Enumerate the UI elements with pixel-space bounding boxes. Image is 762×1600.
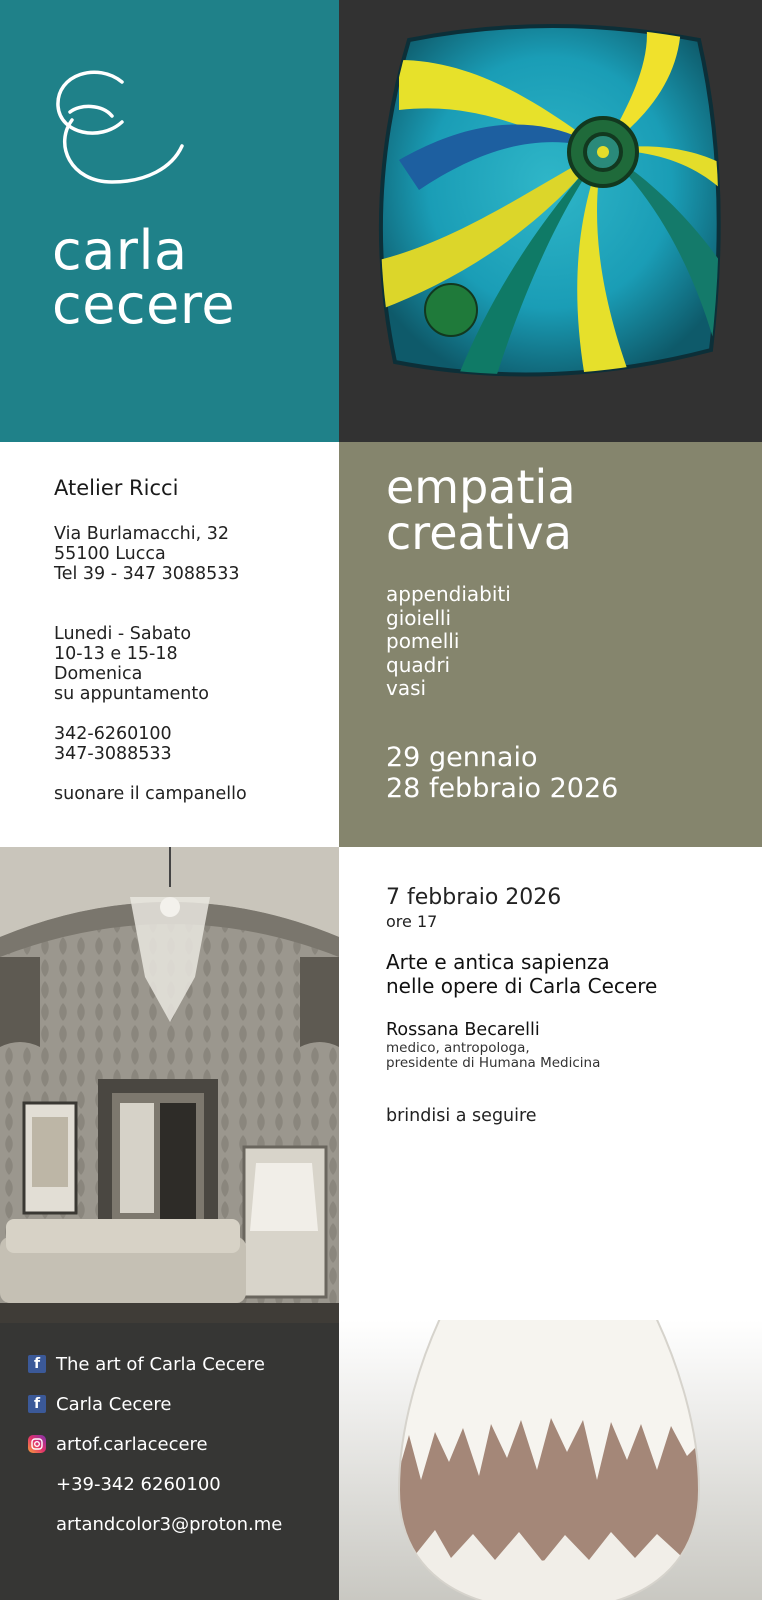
- atelier-info-panel: [0, 442, 339, 847]
- event-date: 7 febbraio 2026: [386, 885, 562, 910]
- facebook-page-link[interactable]: [28, 1353, 265, 1375]
- instagram-link[interactable]: [28, 1433, 208, 1455]
- brand-panel: [0, 0, 339, 442]
- exhibition-title-line1: empatia: [386, 460, 576, 514]
- talk-title: [386, 950, 657, 998]
- salon-interior-photo: [0, 847, 339, 1323]
- contact-email-label: artandcolor3@proton.me: [56, 1513, 283, 1535]
- speaker-role-line1: medico, antropologa,: [386, 1040, 530, 1056]
- ceramic-plate-image: [339, 0, 762, 442]
- exhibition-items: [386, 583, 511, 701]
- exhibition-title-line2: creativa: [386, 506, 572, 560]
- list-item: gioielli: [386, 605, 452, 630]
- facebook-profile-link[interactable]: [28, 1393, 171, 1415]
- end-date: 28 febbraio 2026: [386, 773, 619, 804]
- phone-number: 342-6260100: [54, 724, 172, 744]
- speaker-role: [386, 1041, 600, 1071]
- contact-phone-label: +39-342 6260100: [56, 1473, 221, 1495]
- facebook-page-label: The art of Carla Cecere: [56, 1353, 265, 1375]
- cc-monogram-icon: [50, 64, 190, 194]
- address-line: 55100 Lucca: [54, 544, 166, 564]
- doorbell-note: suonare il campanello: [54, 784, 247, 804]
- exhibition-panel: [339, 442, 762, 847]
- hours-line: 10-13 e 15-18: [54, 644, 178, 664]
- phone-line: Tel 39 - 347 3088533: [54, 564, 240, 584]
- contact-email[interactable]: [28, 1513, 282, 1535]
- hours-line: Domenica: [54, 664, 143, 684]
- list-item: quadri: [386, 652, 451, 677]
- start-date: 29 gennaio: [386, 742, 538, 773]
- talk-title-line2: nelle opere di Carla Cecere: [386, 974, 658, 998]
- instagram-label: artof.carlacecere: [56, 1433, 208, 1455]
- event-time: ore 17: [386, 912, 438, 931]
- artist-name: [52, 219, 236, 336]
- contact-phone[interactable]: [28, 1473, 221, 1495]
- list-item: vasi: [386, 676, 427, 700]
- speaker-name: Rossana Becarelli: [386, 1020, 540, 1040]
- facebook-icon: f: [28, 1395, 46, 1413]
- venue-address: [54, 524, 240, 584]
- list-item: pomelli: [386, 629, 460, 653]
- instagram-icon: [28, 1435, 46, 1453]
- hours-line: Lunedi - Sabato: [54, 624, 192, 644]
- ceramic-vase-image: [339, 1320, 762, 1600]
- phone-number: 347-3088533: [54, 744, 172, 764]
- facebook-profile-label: Carla Cecere: [56, 1393, 172, 1415]
- facebook-icon: f: [28, 1355, 46, 1373]
- artist-name-line2: cecere: [52, 273, 236, 336]
- exhibition-dates: [386, 742, 618, 804]
- exhibition-title: [386, 460, 576, 560]
- toast-note: brindisi a seguire: [386, 1106, 537, 1126]
- hours-line: su appuntamento: [54, 684, 209, 704]
- artist-name-line1: carla: [52, 219, 188, 282]
- speaker-role-line2: presidente di Humana Medicina: [386, 1055, 601, 1071]
- venue-name: Atelier Ricci: [54, 476, 179, 500]
- phone-numbers: [54, 724, 172, 764]
- address-line: Via Burlamacchi, 32: [54, 524, 229, 544]
- list-item: appendiabiti: [386, 582, 511, 606]
- talk-title-line1: Arte e antica sapienza: [386, 950, 610, 974]
- event-panel: [339, 847, 762, 1327]
- contact-panel: [0, 1323, 339, 1600]
- opening-hours: [54, 624, 209, 704]
